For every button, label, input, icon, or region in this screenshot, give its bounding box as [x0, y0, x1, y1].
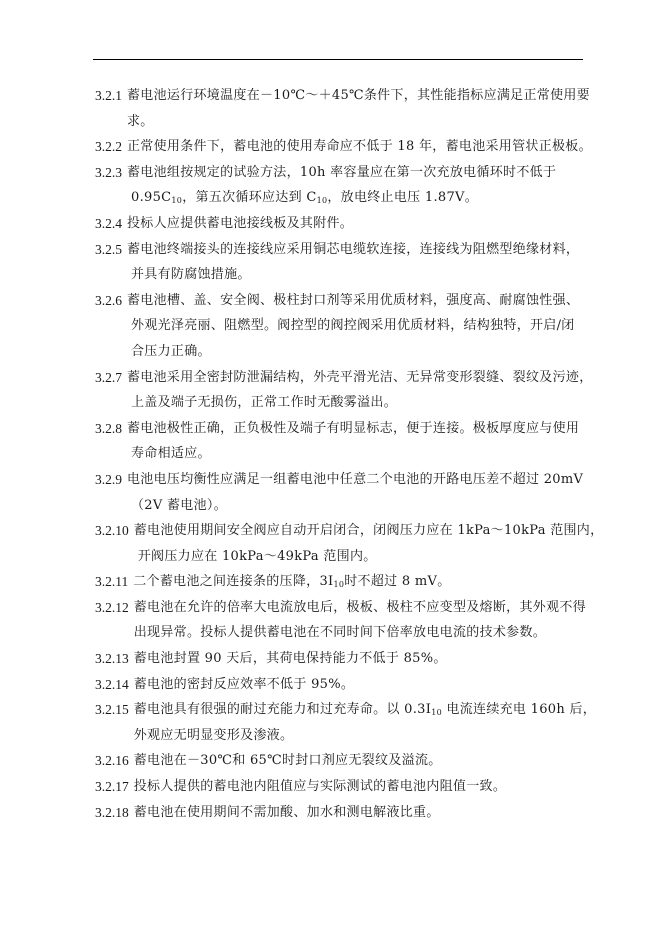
- clause-3-2-4: [95, 211, 590, 237]
- clause-text: 蓄电池在使用期间不需加酸、加水和测电解液比重。: [133, 804, 440, 820]
- clause-number: 3.2.11: [95, 574, 129, 590]
- clause-number: 3.2.8: [95, 420, 122, 436]
- document-body: [95, 83, 604, 825]
- clause-3-2-12: [95, 595, 590, 646]
- clause-3-2-5: [95, 237, 590, 288]
- clause-3-2-11: [95, 569, 590, 595]
- clause-text: 蓄电池组按规定的试验方法，10h 率容量应在第一次充放电循环时不低于 $0.95C_{10}$，第五次循环应达到 $C_{10}$，放电终止电压 1.87V。: [127, 164, 557, 206]
- clause-text: 蓄电池终端接头的连接线应采用铜芯电缆软连接，连接线为阻燃型绝缘材料， 并具有防腐蚀措施。: [127, 241, 580, 283]
- clause-number: 3.2.13: [95, 651, 129, 667]
- clause-text: 蓄电池槽、盖、安全阀、极柱封口剂等采用优质材料，强度高、耐腐蚀性强、 外观光泽亮丽、阻燃型。阀控型的阀控阀采用优质材料，结构独特，开启/闭 合压力正确。: [127, 292, 580, 359]
- clause-number: 3.2.5: [95, 241, 122, 257]
- clause-3-2-16: [95, 748, 590, 774]
- clause-number: 3.2.17: [95, 779, 129, 795]
- clause-number: 3.2.2: [95, 139, 122, 155]
- clause-number: 3.2.6: [95, 292, 122, 308]
- clause-text: 蓄电池封置 90 天后，其荷电保持能力不低于 85%。: [133, 651, 447, 667]
- clause-text: 蓄电池在允许的倍率大电流放电后，极板、极柱不应变型及熔断，其外观不得 出现异常。投标人提供蓄电池在不同时间下倍率放电电流的技术参数。: [133, 599, 586, 641]
- clause-number: 3.2.3: [95, 164, 122, 180]
- clause-3-2-13: [95, 646, 590, 672]
- clause-number: 3.2.4: [95, 215, 122, 231]
- clause-number: 3.2.7: [95, 369, 122, 385]
- clause-text: 蓄电池运行环境温度在－10℃～＋45℃条件下，其性能指标应满足正常使用要 求。: [127, 88, 590, 129]
- clause-text: 电池电压均衡性应满足一组蓄电池中任意二个电池的开路电压差不超过 20mV （2V 蓄电池）。: [127, 471, 584, 513]
- clause-3-2-10: [95, 518, 604, 569]
- clause-3-2-17: [95, 774, 590, 800]
- clause-text: 投标人应提供蓄电池接线板及其附件。: [127, 215, 354, 231]
- clause-3-2-1: [95, 83, 590, 134]
- clause-number: 3.2.9: [95, 471, 122, 487]
- clause-number: 3.2.12: [95, 599, 129, 615]
- clause-3-2-3: [95, 160, 590, 211]
- clause-3-2-14: [95, 672, 590, 698]
- clause-3-2-6: [95, 288, 590, 365]
- clause-text: 蓄电池采用全密封防泄漏结构，外壳平滑光洁、无异常变形裂缝、裂纹及污迹， 上盖及端子无损伤，正常工作时无酸雾溢出。: [127, 369, 593, 411]
- clause-3-2-8: [95, 416, 590, 467]
- clause-3-2-18: [95, 800, 590, 826]
- clause-3-2-7: [95, 365, 593, 416]
- clause-text: 正常使用条件下，蓄电池的使用寿命应不低于 18 年，蓄电池采用管状正极板。: [127, 139, 592, 155]
- clause-3-2-2: [95, 134, 590, 160]
- clause-number: 3.2.14: [95, 676, 129, 692]
- clause-number: 3.2.1: [95, 88, 122, 103]
- clause-text: 蓄电池在－30℃和 65℃时封口剂应无裂纹及溢流。: [133, 753, 442, 769]
- clause-text: 投标人提供的蓄电池内阻值应与实际测试的蓄电池内阻值一致。: [133, 779, 507, 795]
- clause-text: 蓄电池极性正确，正负极性及端子有明显标志，便于连接。极板厚度应与使用 寿命相适应。: [127, 420, 580, 462]
- clause-number: 3.2.16: [95, 753, 129, 769]
- clause-text: 蓄电池具有很强的耐过充能力和过充寿命。以 $0.3I_{10}$ 电流连续充电 160h 后， 外观应无明显变形及渗液。: [133, 702, 597, 743]
- clause-text: 二个蓄电池之间连接条的压降，$3I_{10}$时不超过 8 mV。: [133, 574, 451, 590]
- clause-number: 3.2.18: [95, 804, 129, 820]
- clause-text: 蓄电池使用期间安全阀应自动开启闭合，闭阀压力应在 1kPa～10kPa 范围内， 开阀压力应在 10kPa～49kPa 范围内。: [133, 523, 604, 564]
- clause-3-2-15: [95, 697, 597, 748]
- clause-3-2-9: [95, 467, 590, 518]
- clause-text: 蓄电池的密封反应效率不低于 95%。: [133, 676, 355, 692]
- clause-number: 3.2.10: [95, 523, 129, 539]
- header-rule: [93, 59, 583, 60]
- clause-number: 3.2.15: [95, 702, 129, 718]
